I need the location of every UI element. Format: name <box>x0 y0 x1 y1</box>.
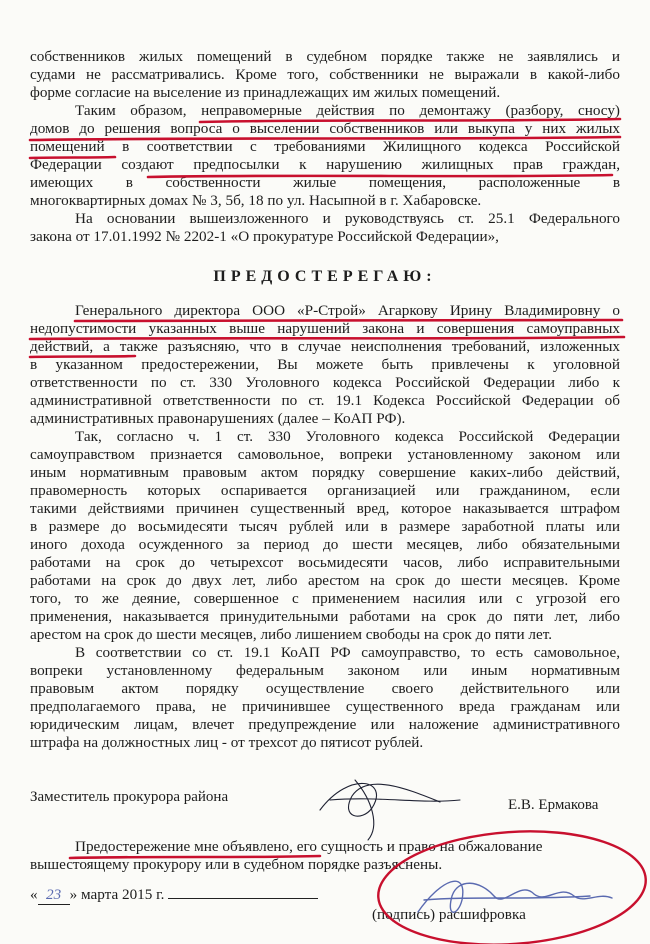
text-line: На основании вышеизложенного и руководствуясь ст. 25.1 Федерального <box>75 210 620 227</box>
text-line: многоквартирных домах № 3, 5б, 18 по ул. Насыпной в г. Хабаровске. <box>30 192 482 209</box>
text-line: собственников жилых помещений в судебном порядке также не заявлялись и <box>30 48 620 65</box>
text-line: закона от 17.01.1992 № 2202-1 «О прокуратуре Российской Федерации», <box>30 228 499 245</box>
date-line <box>30 886 318 905</box>
text-line: в указанном предостережении, Вы можете быть привлечены к уголовной <box>30 356 620 373</box>
notice-line: Предостережение мне объявлено, его сущность и право на обжалование <box>75 838 543 855</box>
text-line: Генерального директора ООО «Р-Строй» Агаркову Ирину Владимировну о <box>75 302 620 319</box>
text-line: работами на срок до двух лет, либо арестом на срок до шести месяцев. Кроме <box>30 572 620 589</box>
text-line: штрафа на должностных лиц - от трехсот до пятисот рублей. <box>30 734 424 751</box>
text-line: судами не рассматривались. Кроме того, собственники не выражали в какой-либо <box>30 66 620 83</box>
text-line: имеющих в собственности жилые помещения, расположенные в <box>30 174 620 191</box>
signature-blank <box>168 898 318 899</box>
date-open-quote: « <box>30 886 38 903</box>
signer-title: Заместитель прокурора района <box>30 789 229 805</box>
text-line: того, то же деяние, совершенное с применением насилия или с угрозой его <box>30 590 620 607</box>
sign-caption: (подпись) расшифровка <box>372 906 526 923</box>
prosecutor-signature <box>320 780 460 840</box>
text-line: работами на срок до четырехсот восьмидесяти часов, либо исправительными <box>30 554 620 571</box>
text-line: иного дохода осужденного за период до шести месяцев, либо обязательными <box>30 536 620 553</box>
text-line: предполагаемого права, не причинившее существенного вреда гражданам или <box>30 698 620 715</box>
text-line: Так, согласно ч. 1 ст. 330 Уголовного кодекса Российской Федерации <box>75 428 620 445</box>
date-rest: » марта 2015 г. <box>69 886 165 903</box>
date-day: 23 <box>38 886 70 905</box>
text-line: административных правонарушениях (далее – КоАП РФ). <box>30 410 406 427</box>
text-line: применения, наказывается принудительными работами на срок до пяти лет, либо <box>30 608 620 625</box>
text-line: вопреки установленному федеральным законом или иным нормативным <box>30 662 620 679</box>
text-line: Таким образом, неправомерные действия по демонтажу (разбору, сносу) <box>75 102 620 119</box>
text-line: действий, а также разъясняю, что в случае неисполнения требований, изложенных <box>30 338 620 355</box>
heading-warning: ПРЕДОСТЕРЕГАЮ: <box>213 268 437 285</box>
text-line: домов до решения вопроса о выселении собственников или выкупа у них жилых <box>30 120 620 137</box>
text-line: в размере до восьмидесяти тысяч рублей или в размере заработной платы или <box>30 518 620 535</box>
text-line: помещений в соответствии с требованиями Жилищного кодекса Российской <box>30 138 620 155</box>
text-line: Федерации создают предпосылки к нарушению жилищных прав граждан, <box>30 156 620 173</box>
text-line: правовым актом порядку осуществление своего действительного или <box>30 680 620 697</box>
text-line: форме согласие на выселение из принадлежащих им жилых помещений. <box>30 84 501 101</box>
text-line: арестом на срок до шести месяцев, либо лишением свободы на срок до пяти лет. <box>30 626 552 643</box>
text-line: правомерность которых оспаривается организацией или гражданином, если <box>30 482 620 499</box>
text-line: иным нормативным правовым актом порядку совершение каких-либо действий, <box>30 464 620 481</box>
text-line: В соответствии со ст. 19.1 КоАП РФ самоуправство, то есть самовольное, <box>75 644 620 661</box>
text-line: такими действиями причинен существенный вред, которое наказывается штрафом <box>30 500 620 517</box>
text-line: административной ответственности по ст. 19.1 Кодекса Российской Федерации об <box>30 392 620 409</box>
text-line: ответственности по ст. 330 Уголовного кодекса Российской Федерации либо к <box>30 374 620 391</box>
text-line: недопустимости указанных выше нарушений закона и совершения самоуправных <box>30 320 620 337</box>
text-line: юридическим лицам, влечет предупреждение или наложение административного <box>30 716 620 733</box>
notice-line: вышестоящему прокурору или в судебном порядке разъяснены. <box>30 856 443 873</box>
signer-name: Е.В. Ермакова <box>508 797 599 813</box>
text-line: самоуправством признается самовольное, вопреки установленному законом или <box>30 446 620 463</box>
